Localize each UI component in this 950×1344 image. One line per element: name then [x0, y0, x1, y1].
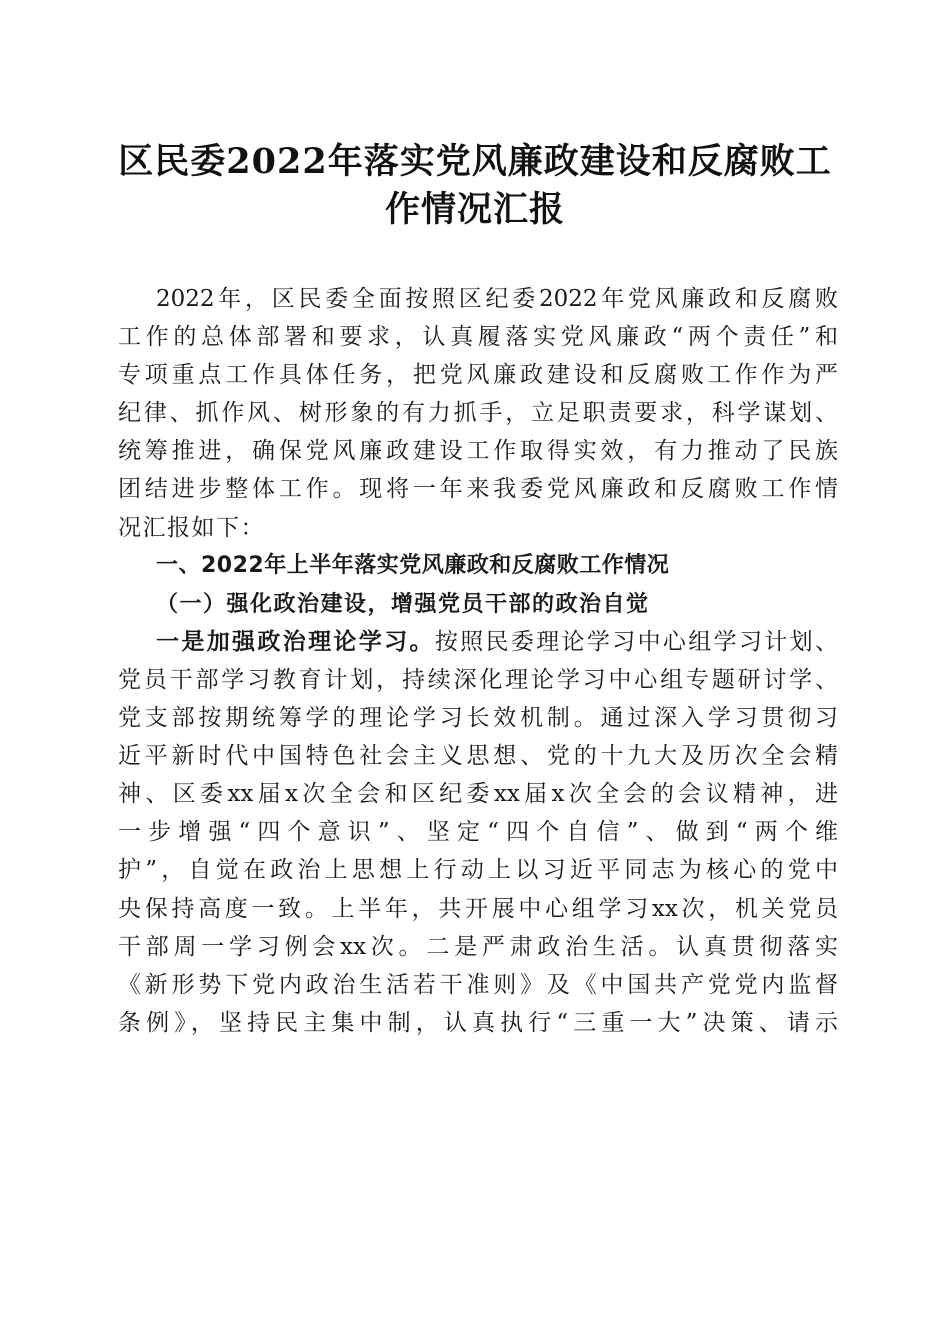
intro-line: 统筹推进，确保党风廉政建设工作取得实效，有力推动了民族 — [118, 438, 838, 465]
paragraph-line: 护”，自觉在政治上思想上行动上以习近平同志为核心的党中 — [118, 857, 838, 884]
paragraph-line: 条例》，坚持民主集中制，认真执行“三重一大”决策、请示 — [118, 1009, 838, 1036]
intro-line: 专项重点工作具体任务，把党风廉政建设和反腐败工作作为严 — [118, 362, 838, 389]
paragraph-line: 近平新时代中国特色社会主义思想、党的十九大及历次全会精 — [118, 743, 838, 770]
paragraph-line: 党员干部学习教育计划，持续深化理论学习中心组专题研讨学、 — [118, 666, 838, 693]
document-body — [118, 280, 838, 1042]
document-title — [100, 138, 850, 234]
paragraph-first-line — [118, 623, 838, 661]
intro-line: 2022年，区民委全面按照区纪委2022年党风廉政和反腐败 — [156, 286, 838, 312]
section-heading: 一、2022年上半年落实党风廉政和反腐败工作情况 — [156, 552, 670, 578]
paragraph-line: 一步增强“四个意识”、坚定“四个自信”、做到“两个维 — [118, 819, 838, 846]
title-line-2: 作情况汇报 — [384, 189, 565, 230]
paragraph-line: 神、区委xx届x次全会和区纪委xx届x次全会的会议精神，进 — [118, 781, 838, 808]
intro-line: 团结进步整体工作。现将一年来我委党风廉政和反腐败工作情 — [118, 476, 838, 503]
paragraph-line: 干部周一学习例会xx次。二是严肃政治生活。认真贯彻落实 — [118, 933, 838, 960]
intro-line: 况汇报如下： — [118, 514, 265, 541]
paragraph-line: 央保持高度一致。上半年，共开展中心组学习xx次，机关党员 — [118, 895, 838, 922]
paragraph-first-rest: 按照民委理论学习中心组学习计划、 — [434, 628, 839, 655]
paragraph-lead: 一是加强政治理论学习。 — [156, 627, 435, 655]
paragraph-line: 《新形势下党内政治生活若干准则》及《中国共产党党内监督 — [118, 971, 838, 998]
intro-line: 纪律、抓作风、树形象的有力抓手，立足职责要求，科学谋划、 — [118, 400, 838, 427]
intro-line: 工作的总体部署和要求，认真履落实党风廉政“两个责任”和 — [118, 324, 838, 351]
subsection-heading: （一）强化政治建设，增强党员干部的政治自觉 — [156, 590, 650, 617]
paragraph-line: 党支部按期统筹学的理论学习长效机制。通过深入学习贯彻习 — [118, 705, 838, 732]
title-line-1: 区民委2022年落实党风廉政建设和反腐败工 — [118, 141, 832, 182]
